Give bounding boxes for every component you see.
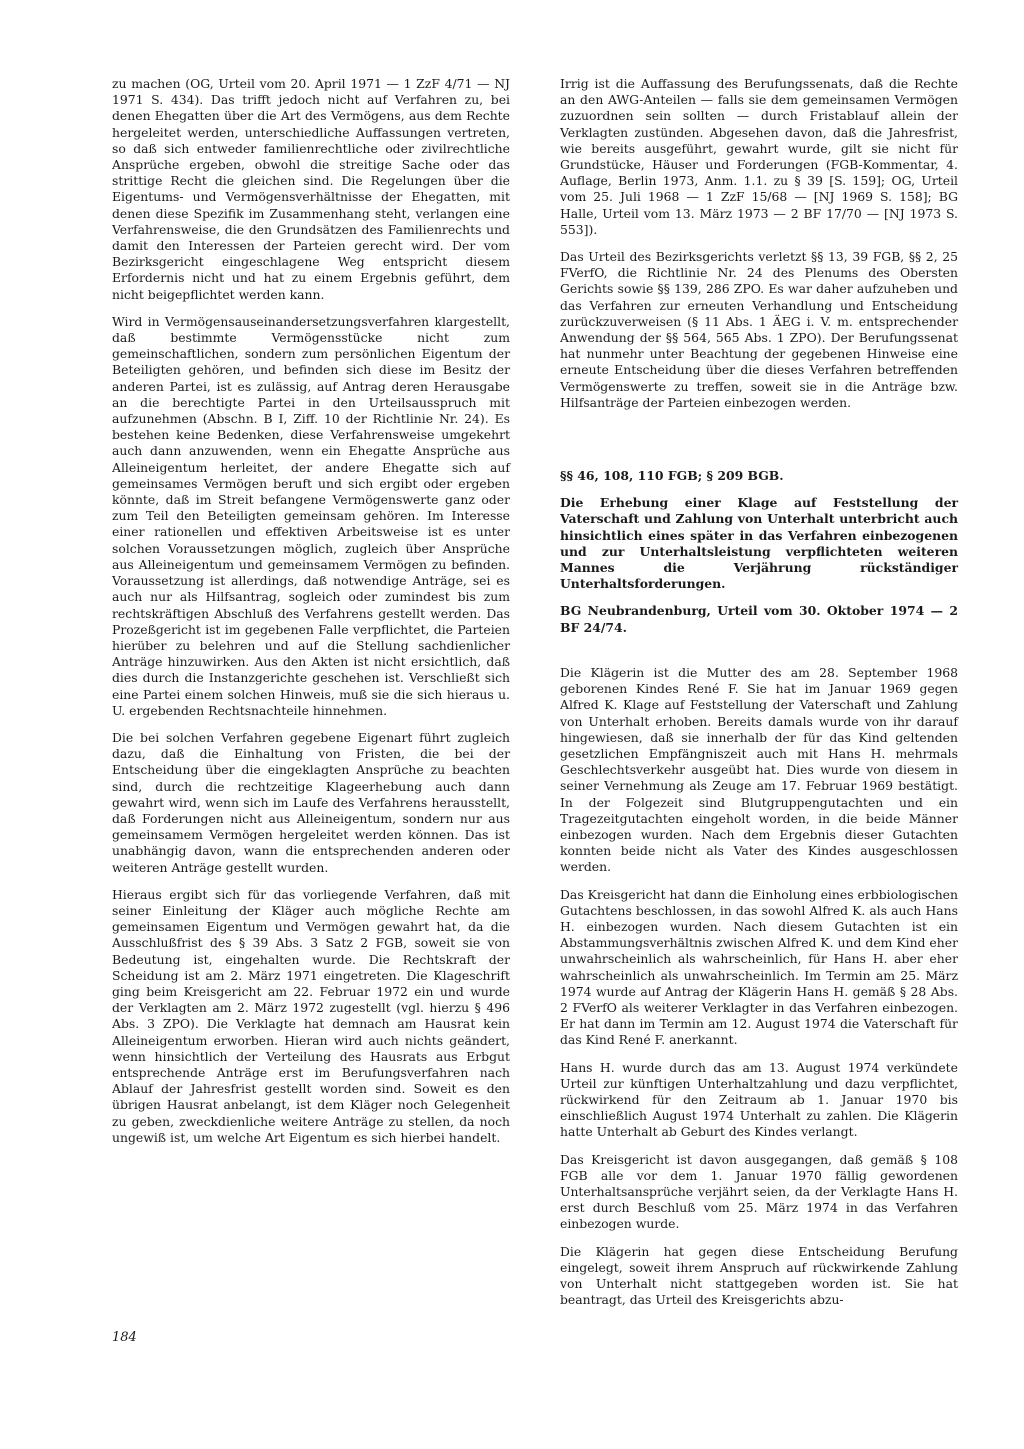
paragraph: Irrig ist die Auffassung des Berufungssenats, daß die Rechte an den AWG-Anteilen — falls sie dem gemeinsamen Vermögen zuzuordnen sein sollten — durch Fristablauf allein der Verklagten zustünden. Abgesehen davon, daß die Jahresfrist, wie bereits ausgeführt, gewahrt wurde, gilt sie nicht für Grundstücke, Häuser und Forderungen (FGB-Kommentar, 4. Auflage, Berlin 1973, Anm. 1.1. zu § 39 [S. 159]; OG, Urteil vom 25. Juli 1968 — 1 ZzF 15/68 — [NJ 1969 S. 158]; BG Halle, Urteil vom 13. März 1973 — 2 BF 17/70 — [NJ 1973 S. 553]).: [560, 76, 958, 237]
paragraph: Die Klägerin hat gegen diese Entscheidung Berufung eingelegt, soweit ihrem Anspruch auf rückwirkende Zahlung von Unterhalt nicht stattgegeben worden ist. Sie hat beantragt, das Urteil des Kreisgerichts abzu-: [560, 1243, 958, 1308]
section-spacer: [560, 422, 958, 468]
paragraph: Die Klägerin ist die Mutter des am 28. September 1968 geborenen Kindes René F. Sie hat im Januar 1969 gegen Alfred K. Klage auf Feststellung der Vaterschaft und Zahlung von Unterhalt erhoben. Bereits damals wurde von ihr darauf hingewiesen, daß sie innerhalb der für das Kind geltenden gesetzlichen Empfängniszeit auch mit Hans H. mehrmals Geschlechtsverkehr ausgeübt hat. Dies wurde von diesem in seiner Vernehmung als Zeuge am 17. Februar 1969 bestätigt. In der Folgezeit sind Blutgruppengutachten und ein Tragezeitgutachten eingeholt worden, in die beide Männer einbezogen wurden. Nach dem Ergebnis dieser Gutachten konnten beide nicht als Vater des Kindes ausgeschlossen werden.: [560, 664, 958, 875]
paragraph: zu machen (OG, Urteil vom 20. April 1971 — 1 ZzF 4/71 — NJ 1971 S. 434). Das trifft jedoch nicht auf Verfahren zu, bei denen Ehegatten über die Art des Vermögens, aus dem Rechte hergeleitet werden, unterschiedliche Auffassungen vertreten, so daß sich entweder familienrechtliche oder zivilrechtliche Ansprüche ergeben, obwohl die streitige Sache oder das strittige Recht die gleichen sind. Die Regelungen über die Eigentums- und Vermögensverhältnisse der Ehegatten, mit denen diese Spezifik im Zusammenhang steht, verlangen eine Verfahrensweise, die den Grundsätzen des Familienrechts und damit den Interessen der Parteien gerecht wird. Der vom Bezirksgericht eingeschlagene Weg entspricht diesem Erfordernis nicht und hat zu einem Ergebnis geführt, dem nicht beigepflichtet werden kann.: [112, 76, 510, 302]
paragraph: Das Kreisgericht ist davon ausgegangen, daß gemäß § 108 FGB alle vor dem 1. Januar 1970 fällig gewordenen Unterhaltsansprüche verjährt seien, da der Verklagte Hans H. erst durch Beschluß vom 25. März 1974 in das Verfahren einbezogen wurde.: [560, 1151, 958, 1232]
paragraph: Wird in Vermögensauseinandersetzungsverfahren klargestellt, daß bestimmte Vermögensstücke nicht zum gemeinschaftlichen, sondern zum persönlichen Eigentum der Beteiligten gehören, und befinden sich diese im Besitz der anderen Partei, ist es zulässig, auf Antrag deren Herausgabe an die berechtigte Partei in den Urteilsausspruch mit aufzunehmen (Abschn. B I, Ziff. 10 der Richtlinie Nr. 24). Es bestehen keine Bedenken, diese Verfahrensweise umgekehrt auch dann anzuwenden, wenn ein Ehegatte Ansprüche aus Alleineigentum herleitet, der andere Ehegatte sich auf gemeinsames Vermögen beruft und sich ergibt oder ergeben könnte, daß im Streit befangene Vermögenswerte ganz oder zum Teil den Beteiligten gemeinsam gehören. Im Interesse einer rationellen und effektiven Arbeitsweise ist es unter solchen Voraussetzungen möglich, zugleich über Ansprüche aus Alleineigentum und gemeinsamem Vermögen zu befinden. Voraussetzung ist allerdings, daß notwendige Anträge, sei es auch nur als Hilfsantrag, sogleich oder zumindest bis zum rechtskräftigen Abschluß des Verfahrens gestellt werden. Das Prozeßgericht ist im gegebenen Falle verpflichtet, die Parteien hierüber zu belehren und auf die Stellung sachdienlicher Anträge hinzuwirken. Aus den Akten ist nicht ersichtlich, daß dies durch die Instanzgerichte geschehen ist. Verschließt sich eine Partei einem solchen Hinweis, muß sie die sich hieraus u. U. ergebenden Rechtsnachteile hinnehmen.: [112, 313, 510, 718]
paragraph: Hieraus ergibt sich für das vorliegende Verfahren, daß mit seiner Einleitung der Kläger auch mögliche Rechte am gemeinsamen Eigentum und Vermögen gewahrt hat, da die Ausschlußfrist des § 39 Abs. 3 Satz 2 FGB, soweit sie von Bedeutung ist, eingehalten wurde. Die Rechtskraft der Scheidung ist am 2. März 1971 eingetreten. Die Klageschrift ging beim Kreisgericht am 22. Februar 1972 ein und wurde der Verklagten am 2. März 1972 zugestellt (vgl. hierzu § 496 Abs. 3 ZPO). Die Verklagte hat demnach am Hausrat kein Alleineigentum erworben. Hieran wird auch nichts geändert, wenn hinsichtlich der Verteilung des Hausrats aus Erbgut entsprechende Anträge erst im Berufungsverfahren nach Ablauf der Jahresfrist gestellt worden sind. Soweit es den übrigen Hausrat anbelangt, ist dem Kläger noch Gelegenheit zu geben, zweckdienliche weitere Anträge zu stellen, da noch ungewiß ist, um welche Art Eigentum es sich hierbei handelt.: [112, 886, 510, 1145]
court-citation: BG Neubrandenburg, Urteil vom 30. Oktober 1974 — 2 BF 24/74.: [560, 603, 958, 635]
section-spacer: [560, 647, 958, 665]
paragraph: Das Kreisgericht hat dann die Einholung eines erbbiologischen Gutachtens beschlossen, in das sowohl Alfred K. als auch Hans H. einbezogen wurden. Nach diesem Gutachten ist ein Abstammungsverhältnis zwischen Alfred K. und dem Kind eher unwahrscheinlich als wahrscheinlich, für Hans H. aber eher wahrscheinlich als unwahrscheinlich. Im Termin am 25. März 1974 wurde auf Antrag der Klägerin Hans H. gemäß § 28 Abs. 2 FVerfO als weiterer Verklagter in das Verfahren einbezogen. Er hat dann im Termin am 12. August 1974 die Vaterschaft für das Kind René F. anerkannt.: [560, 886, 958, 1048]
paragraph: Hans H. wurde durch das am 13. August 1974 verkündete Urteil zur künftigen Unterhaltzahlung und dazu verpflichtet, rückwirkend für den Zeitraum ab 1. Januar 1970 bis einschließlich August 1974 Unterhalt zu zahlen. Die Klägerin hatte Unterhalt ab Geburt des Kindes verlangt.: [560, 1059, 958, 1140]
paragraph: Das Urteil des Bezirksgerichts verletzt §§ 13, 39 FGB, §§ 2, 25 FVerfO, die Richtlinie Nr. 24 des Plenums des Obersten Gerichts sowie §§ 139, 286 ZPO. Es war daher aufzuheben und das Verfahren zur erneuten Verhandlung und Entscheidung zurückzuverweisen (§ 11 Abs. 1 ÄEG i. V. m. entsprechender Anwendung der §§ 564, 565 Abs. 1 ZPO). Der Berufungssenat hat nunmehr unter Beachtung der gegebenen Hinweise eine erneute Entscheidung über die dieses Verfahren betreffenden Vermögenswerte zu treffen, soweit sie in die Anträge bzw. Hilfsanträge der Parteien einbezogen werden.: [560, 249, 958, 410]
right-column: [560, 76, 958, 1319]
statutes-heading: §§ 46, 108, 110 FGB; § 209 BGB.: [560, 468, 784, 484]
paragraph: Die bei solchen Verfahren gegebene Eigenart führt zugleich dazu, daß die Einhaltung von Fristen, die bei der Entscheidung über die eingeklagten Ansprüche zu beachten sind, durch die rechtzeitige Klageerhebung auch dann gewahrt wird, wenn sich im Laufe des Verfahrens herausstellt, daß Forderungen nicht aus Alleineigentum, sondern nur aus gemeinsamem Vermögen hergeleitet werden können. Das ist unabhängig davon, wann die entsprechenden anderen oder weiteren Anträge gestellt wurden.: [112, 729, 510, 875]
page-number: 184: [112, 1330, 137, 1345]
left-column: [112, 76, 510, 1157]
headnote: Die Erhebung einer Klage auf Feststellung der Vaterschaft und Zahlung von Unterhalt unterbricht auch hinsichtlich eines später in das Verfahren einbezogenen und zur Unterhaltsleistung verpflichteten weiteren Mannes die Verjährung rückständiger Unterhaltsforderungen.: [560, 495, 958, 592]
